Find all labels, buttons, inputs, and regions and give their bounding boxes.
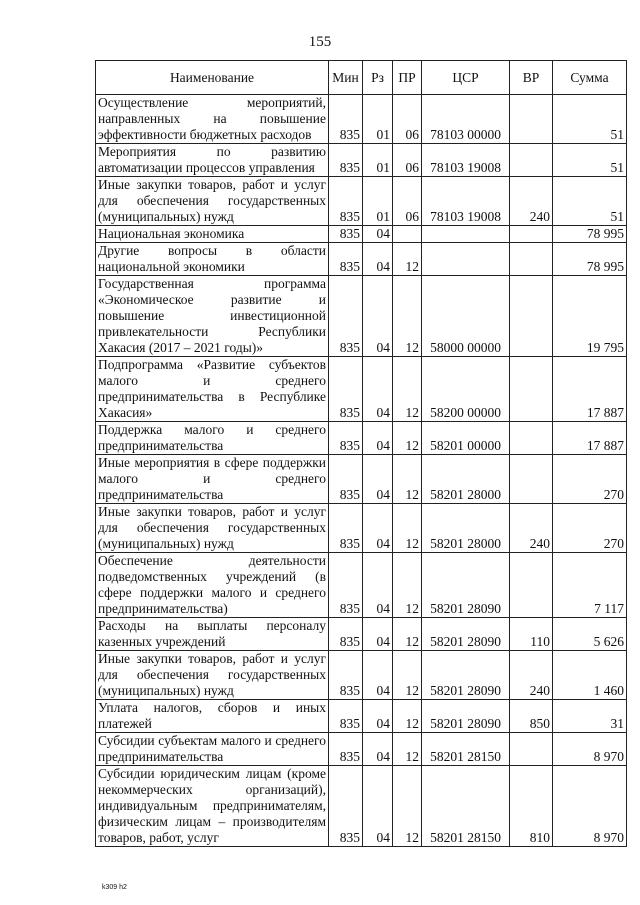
cell-sum: 78 995 <box>553 226 627 243</box>
cell-sum: 17 887 <box>553 422 627 455</box>
cell-rz: 04 <box>363 243 393 276</box>
cell-sum: 78 995 <box>553 243 627 276</box>
cell-pr: 12 <box>393 357 422 422</box>
table-row <box>96 504 627 553</box>
footer-code: k309 h2 <box>102 884 127 891</box>
cell-pr: 12 <box>393 455 422 504</box>
cell-vr <box>510 276 553 357</box>
cell-min: 835 <box>329 276 363 357</box>
table-row <box>96 618 627 651</box>
cell-name: Поддержка малого и среднего предпринимательства <box>96 422 329 455</box>
table-row <box>96 422 627 455</box>
cell-csr: 58201 28150 <box>422 766 510 847</box>
cell-rz: 04 <box>363 226 393 243</box>
cell-min: 835 <box>329 226 363 243</box>
header-rz: Рз <box>363 61 393 95</box>
cell-pr: 12 <box>393 422 422 455</box>
cell-name: Национальная экономика <box>96 226 329 243</box>
cell-rz: 01 <box>363 95 393 144</box>
table-row <box>96 766 627 847</box>
cell-min: 835 <box>329 733 363 766</box>
cell-csr: 58201 28090 <box>422 553 510 618</box>
cell-name: Иные мероприятия в сфере поддержки малого и среднего предпринимательства <box>96 455 329 504</box>
table-header <box>96 61 627 95</box>
cell-name: Субсидии субъектам малого и среднего предпринимательства <box>96 733 329 766</box>
cell-vr <box>510 144 553 177</box>
cell-csr: 78103 19008 <box>422 144 510 177</box>
cell-vr <box>510 226 553 243</box>
cell-rz: 01 <box>363 144 393 177</box>
cell-min: 835 <box>329 95 363 144</box>
cell-pr: 12 <box>393 504 422 553</box>
table-body <box>96 95 627 847</box>
cell-rz: 04 <box>363 700 393 733</box>
cell-sum: 7 117 <box>553 553 627 618</box>
cell-name: Уплата налогов, сборов и иных платежей <box>96 700 329 733</box>
cell-name: Осуществление мероприятий, направленных на повышение эффективности бюджетных расходов <box>96 95 329 144</box>
cell-csr: 78103 00000 <box>422 95 510 144</box>
cell-vr: 240 <box>510 504 553 553</box>
cell-vr: 850 <box>510 700 553 733</box>
cell-csr: 58201 28000 <box>422 504 510 553</box>
cell-csr: 58201 00000 <box>422 422 510 455</box>
cell-rz: 04 <box>363 504 393 553</box>
table-row <box>96 553 627 618</box>
cell-vr <box>510 455 553 504</box>
cell-sum: 19 795 <box>553 276 627 357</box>
cell-name: Иные закупки товаров, работ и услуг для обеспечения государственных (муниципальных) нужд <box>96 177 329 226</box>
table-row <box>96 651 627 700</box>
table-row <box>96 276 627 357</box>
header-vr: ВР <box>510 61 553 95</box>
header-min: Мин <box>329 61 363 95</box>
cell-sum: 270 <box>553 504 627 553</box>
cell-sum: 31 <box>553 700 627 733</box>
header-name: Наименование <box>96 61 329 95</box>
cell-rz: 04 <box>363 357 393 422</box>
header-csr: ЦСР <box>422 61 510 95</box>
cell-min: 835 <box>329 422 363 455</box>
cell-min: 835 <box>329 618 363 651</box>
cell-sum: 51 <box>553 95 627 144</box>
cell-rz: 04 <box>363 733 393 766</box>
cell-rz: 04 <box>363 422 393 455</box>
cell-pr: 12 <box>393 651 422 700</box>
cell-rz: 04 <box>363 651 393 700</box>
cell-sum: 8 970 <box>553 733 627 766</box>
cell-csr <box>422 243 510 276</box>
cell-min: 835 <box>329 504 363 553</box>
cell-rz: 04 <box>363 618 393 651</box>
budget-table <box>95 60 627 847</box>
cell-name: Обеспечение деятельности подведомственных учреждений (в сфере поддержки малого и среднего предпринимательства) <box>96 553 329 618</box>
cell-sum: 51 <box>553 144 627 177</box>
cell-vr: 810 <box>510 766 553 847</box>
cell-rz: 04 <box>363 276 393 357</box>
cell-rz: 04 <box>363 553 393 618</box>
cell-name: Государственная программа «Экономическое развитие и повышение инвестиционной привлекательности Республики Хакасия (2017 – 2021 годы)» <box>96 276 329 357</box>
cell-min: 835 <box>329 177 363 226</box>
cell-min: 835 <box>329 651 363 700</box>
cell-name: Субсидии юридическим лицам (кроме некоммерческих организаций), индивидуальным предпринимателям, физическим лицам – производителям товаров, работ, услуг <box>96 766 329 847</box>
header-pr: ПР <box>393 61 422 95</box>
cell-vr: 240 <box>510 651 553 700</box>
table-row <box>96 455 627 504</box>
cell-pr: 12 <box>393 733 422 766</box>
cell-rz: 04 <box>363 455 393 504</box>
cell-name: Иные закупки товаров, работ и услуг для обеспечения государственных (муниципальных) нужд <box>96 651 329 700</box>
cell-rz: 01 <box>363 177 393 226</box>
cell-min: 835 <box>329 243 363 276</box>
table-row <box>96 357 627 422</box>
cell-vr <box>510 95 553 144</box>
cell-pr: 12 <box>393 618 422 651</box>
cell-vr <box>510 422 553 455</box>
cell-name: Иные закупки товаров, работ и услуг для обеспечения государственных (муниципальных) нужд <box>96 504 329 553</box>
header-row <box>96 61 627 95</box>
cell-name: Другие вопросы в области национальной экономики <box>96 243 329 276</box>
cell-min: 835 <box>329 455 363 504</box>
cell-csr <box>422 226 510 243</box>
cell-name: Подпрограмма «Развитие субъектов малого и среднего предпринимательства в Республике Хакасия» <box>96 357 329 422</box>
header-sum: Сумма <box>553 61 627 95</box>
table-row <box>96 243 627 276</box>
cell-csr: 58201 28000 <box>422 455 510 504</box>
cell-pr: 12 <box>393 700 422 733</box>
cell-csr: 58201 28090 <box>422 700 510 733</box>
cell-min: 835 <box>329 357 363 422</box>
cell-min: 835 <box>329 553 363 618</box>
cell-pr: 06 <box>393 95 422 144</box>
cell-vr <box>510 553 553 618</box>
cell-pr: 12 <box>393 243 422 276</box>
cell-min: 835 <box>329 700 363 733</box>
table-row <box>96 226 627 243</box>
cell-sum: 8 970 <box>553 766 627 847</box>
cell-vr <box>510 243 553 276</box>
cell-csr: 58201 28090 <box>422 618 510 651</box>
cell-name: Расходы на выплаты персоналу казенных учреждений <box>96 618 329 651</box>
cell-pr: 12 <box>393 276 422 357</box>
cell-csr: 58000 00000 <box>422 276 510 357</box>
cell-vr <box>510 357 553 422</box>
cell-csr: 58201 28150 <box>422 733 510 766</box>
cell-name: Мероприятия по развитию автоматизации процессов управления <box>96 144 329 177</box>
cell-sum: 270 <box>553 455 627 504</box>
cell-csr: 78103 19008 <box>422 177 510 226</box>
table-row <box>96 733 627 766</box>
cell-vr: 240 <box>510 177 553 226</box>
cell-csr: 58200 00000 <box>422 357 510 422</box>
table-row <box>96 700 627 733</box>
cell-csr: 58201 28090 <box>422 651 510 700</box>
cell-sum: 5 626 <box>553 618 627 651</box>
cell-vr: 110 <box>510 618 553 651</box>
cell-pr: 12 <box>393 766 422 847</box>
cell-sum: 1 460 <box>553 651 627 700</box>
cell-pr: 06 <box>393 144 422 177</box>
table-row <box>96 177 627 226</box>
cell-pr <box>393 226 422 243</box>
cell-rz: 04 <box>363 766 393 847</box>
cell-sum: 17 887 <box>553 357 627 422</box>
cell-pr: 12 <box>393 553 422 618</box>
cell-pr: 06 <box>393 177 422 226</box>
cell-vr <box>510 733 553 766</box>
table-row <box>96 95 627 144</box>
cell-sum: 51 <box>553 177 627 226</box>
table-row <box>96 144 627 177</box>
cell-min: 835 <box>329 144 363 177</box>
cell-min: 835 <box>329 766 363 847</box>
page-number: 155 <box>308 34 332 50</box>
